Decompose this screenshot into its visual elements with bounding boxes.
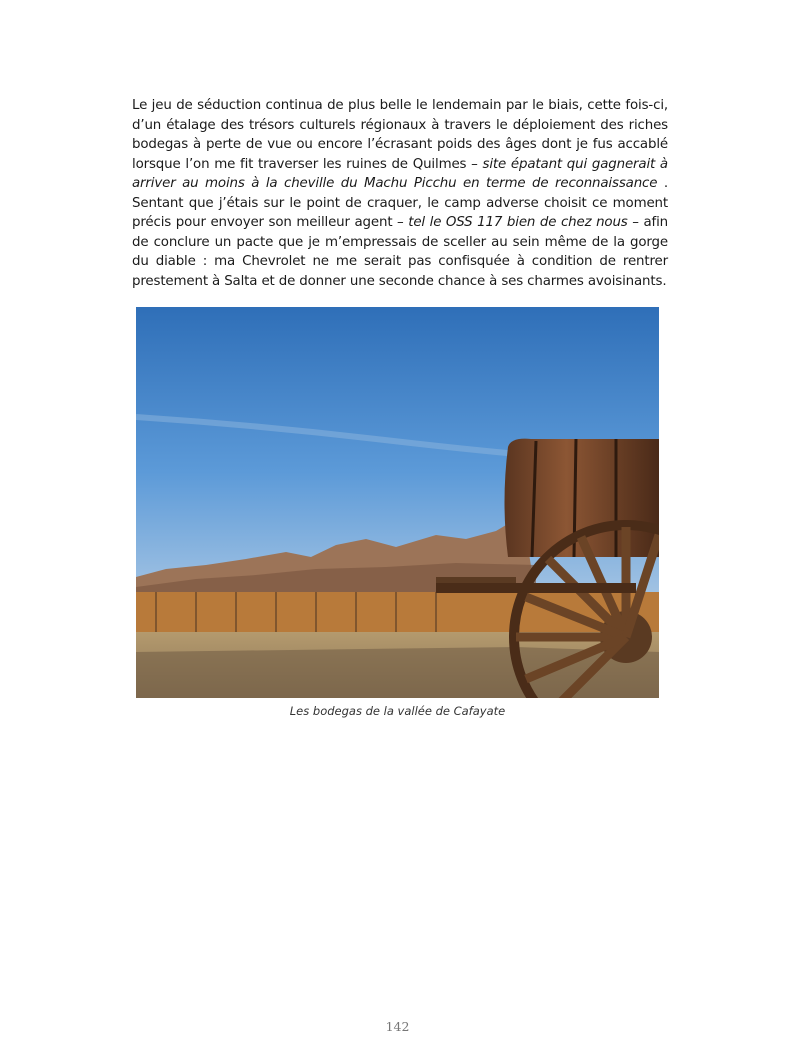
body-paragraph	[132, 96, 668, 291]
paragraph-italic-1: site épatant qui gagnerait à arriver au moins à la cheville du Machu Picchu en terme de reconnaissance	[132, 156, 668, 191]
page-number: 142	[385, 1019, 410, 1034]
vineyard-photo	[136, 307, 659, 698]
paragraph-text-3: – afin de conclure un pacte que je m’empressais de sceller au sein même de la gorge du diable : ma Chevrolet ne me serait pas confisquée à condition de rentrer prestement à Salta et de donner une seconde chance à ses charmes avoisinants.	[132, 215, 668, 289]
paragraph-text-2: . Sentant que j’étais sur le point de craquer, le camp adverse choisit ce moment précis pour envoyer son meilleur agent –	[132, 176, 668, 230]
paragraph-italic-2: tel le OSS 117 bien de chez nous	[408, 215, 628, 230]
vineyard	[136, 592, 659, 632]
paragraph-text-1: Le jeu de séduction continua de plus belle le lendemain par le biais, cette fois-ci, d’un étalage des trésors culturels régionaux à travers le déploiement des riches bodegas à perte de vue ou encore l’écrasant poids des âges dont je fus accablé lorsque l’on me fit traverser les ruines de Quilmes –	[132, 98, 668, 172]
photo-caption: Les bodegas de la vallée de Cafayate	[289, 704, 506, 718]
